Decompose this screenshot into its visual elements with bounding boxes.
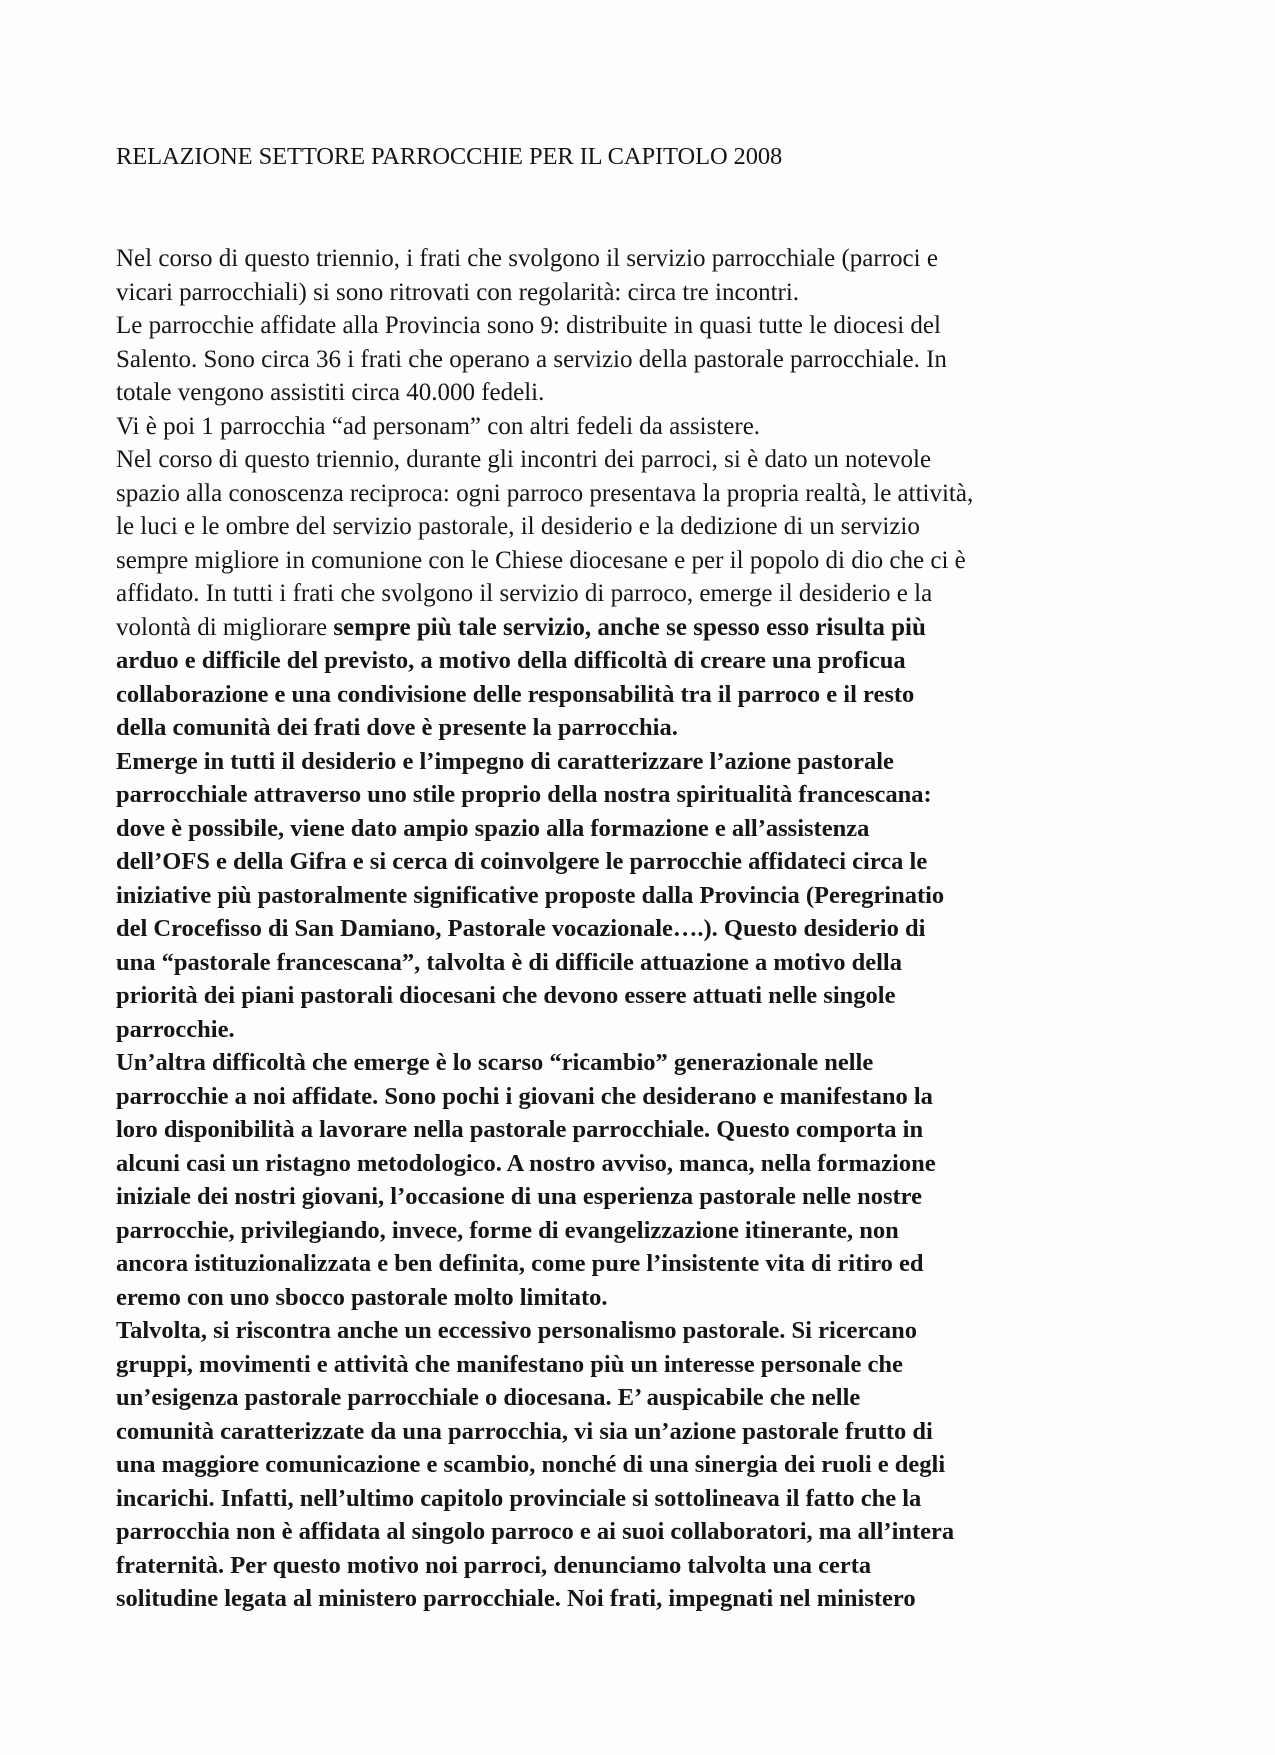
text-line: Nel corso di questo triennio, i frati che svolgono il servizio parrocchiale (parroci e — [116, 245, 938, 272]
text-line: priorità dei piani pastorali diocesani che devono essere attuati nelle singole — [116, 982, 896, 1009]
text-line: arduo e difficile del previsto, a motivo della difficoltà di creare una proficua — [116, 647, 906, 674]
text-line: comunità caratterizzate da una parrocchia, vi sia un’azione pastorale frutto di — [116, 1417, 933, 1445]
text-line: solitudine legata al ministero parrocchiale. Noi frati, impegnati nel ministero — [116, 1585, 916, 1612]
text-line: parrocchie a noi affidate. Sono pochi i giovani che desiderano e manifestano la — [116, 1082, 933, 1110]
text-line: dell’OFS e della Gifra e si cerca di coinvolgere le parrocchie affidateci circa le — [116, 848, 928, 875]
text-line: Nel corso di questo triennio, durante gli incontri dei parroci, si è dato un notevole — [116, 446, 932, 473]
text-segment-bold: sempre più tale servizio, anche se spesso esso risulta più — [333, 613, 926, 641]
text-line: eremo con uno sbocco pastorale molto limitato. — [116, 1283, 608, 1311]
text-line: sempre migliore in comunione con le Chiese diocesane e per il popolo di dio che ci è — [116, 546, 966, 574]
text-line: le luci e le ombre del servizio pastorale, il desiderio e la dedizione di un servizio — [116, 513, 920, 540]
text-line: Talvolta, si riscontra anche un eccessivo personalismo pastorale. Si ricercano — [116, 1317, 917, 1344]
text-line: parrocchie, privilegiando, invece, forme di evangelizzazione itinerante, non — [116, 1216, 899, 1244]
text-segment: volontà di migliorare — [116, 613, 334, 641]
text-line: gruppi, movimenti e attività che manifestano più un interesse personale che — [116, 1350, 903, 1378]
text-line: Salento. Sono circa 36 i frati che operano a servizio della pastorale parrocchiale. In — [116, 345, 947, 373]
text-line: Emerge in tutti il desiderio e l’impegno di caratterizzare l’azione pastorale — [116, 747, 894, 775]
text-line: una maggiore comunicazione e scambio, nonché di una sinergia dei ruoli e degli — [116, 1451, 946, 1478]
document-title: RELAZIONE SETTORE PARROCCHIE PER IL CAPITOLO 2008 — [116, 143, 783, 170]
text-line — [116, 611, 1136, 645]
text-line: totale vengono assistiti circa 40.000 fedeli. — [116, 379, 545, 406]
text-line: parrocchiale attraverso uno stile proprio della nostra spiritualità francescana: — [116, 781, 932, 808]
text-line: un’esigenza pastorale parrocchiale o diocesana. E’ auspicabile che nelle — [116, 1384, 861, 1411]
text-line: alcuni casi un ristagno metodologico. A nostro avviso, manca, nella formazione — [116, 1149, 936, 1177]
text-line: Vi è poi 1 parrocchia “ad personam” con altri fedeli da assistere. — [116, 412, 761, 440]
text-line: affidato. In tutti i frati che svolgono il servizio di parroco, emerge il desiderio e la — [116, 580, 933, 607]
text-line: parrocchie. — [116, 1015, 235, 1043]
text-line: parrocchia non è affidata al singolo parroco e ai suoi collaboratori, ma all’intera — [116, 1518, 955, 1545]
text-line: Le parrocchie affidate alla Provincia sono 9: distribuite in quasi tutte le diocesi del — [116, 312, 941, 339]
text-line: della comunità dei frati dove è presente la parrocchia. — [116, 714, 678, 741]
text-line: del Crocefisso di San Damiano, Pastorale vocazionale….). Questo desiderio di — [116, 915, 926, 942]
text-line: fraternità. Per questo motivo noi parroci, denunciamo talvolta una certa — [116, 1551, 872, 1579]
text-line: iniziative più pastoralmente significative proposte dalla Provincia (Peregrinatio — [116, 881, 945, 909]
text-line: una “pastorale francescana”, talvolta è di difficile attuazione a motivo della — [116, 948, 902, 976]
text-line: iniziale dei nostri giovani, l’occasione di una esperienza pastorale nelle nostre — [116, 1183, 922, 1210]
text-line: Un’altra difficoltà che emerge è lo scarso “ricambio” generazionale nelle — [116, 1049, 874, 1076]
text-line: incarichi. Infatti, nell’ultimo capitolo provinciale si sottolineava il fatto che la — [116, 1484, 922, 1512]
text-line: spazio alla conoscenza reciproca: ogni parroco presentava la propria realtà, le attività, — [116, 479, 974, 507]
text-line: dove è possibile, viene dato ampio spazio alla formazione e all’assistenza — [116, 814, 870, 842]
text-line: vicari parrocchiali) si sono ritrovati con regolarità: circa tre incontri. — [116, 278, 800, 306]
text-line: loro disponibilità a lavorare nella pastorale parrocchiale. Questo comporta in — [116, 1116, 924, 1143]
text-line: collaborazione e una condivisione delle responsabilità tra il parroco e il resto — [116, 680, 915, 708]
document-body — [116, 242, 1136, 1616]
text-line: ancora istituzionalizzata e ben definita, come pure l’insistente vita di ritiro ed — [116, 1250, 924, 1277]
